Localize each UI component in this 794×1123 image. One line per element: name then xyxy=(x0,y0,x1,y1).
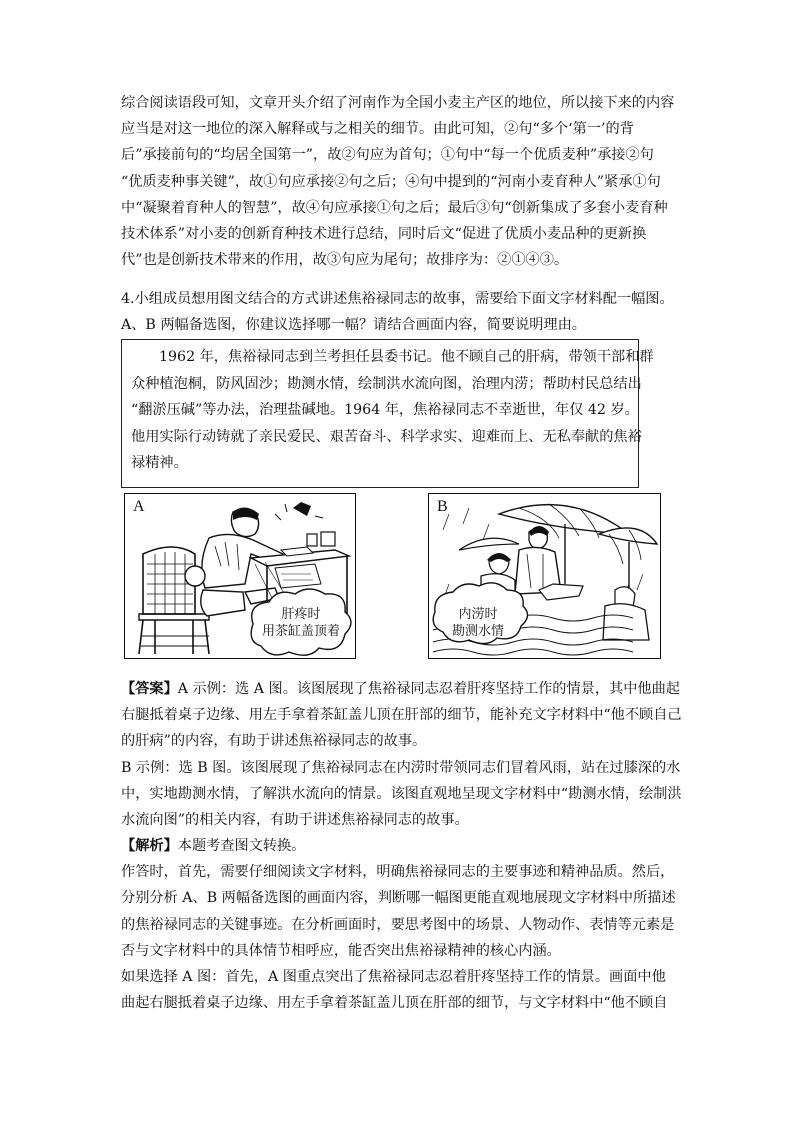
text-line: 曲起右腿抵着桌子边缘、用左手拿着茶缸盖儿顶在肝部的细节，与文字材料中“他不顾自 xyxy=(121,995,668,1012)
answer-text: A 示例：选 A 图。该图展现了焦裕禄同志忍着肝疼坚持工作的情景，其中他曲起 xyxy=(177,681,680,697)
text-line: 禄精神。 xyxy=(131,455,188,471)
text-line: 中，实地勘测水情，了解洪水流向的情景。该图直观地呈现文字材料中“勘测水情，绘制洪 xyxy=(121,785,682,802)
text-line: 后”承接前句的“均居全国第一”，故②句应为首句；①句中“每一个优质麦种”承接②句 xyxy=(121,147,654,164)
figure-b-letter: B xyxy=(437,498,448,515)
figure-a[interactable] xyxy=(124,493,356,659)
analysis-label: 【解析】 xyxy=(121,838,178,854)
text-line: A、B 两幅备选图，你建议选择哪一幅？请结合画面内容，简要说明理由。 xyxy=(121,317,586,334)
text-line: 的肝病”的内容，有助于讲述焦裕禄同志的故事。 xyxy=(121,733,427,750)
intro-paragraph xyxy=(121,90,673,273)
text-line: 如果选择 A 图：首先，A 图重点突出了焦裕禄同志忍着肝疼坚持工作的情景。画面中他 xyxy=(121,969,666,986)
analysis-section xyxy=(121,833,676,1016)
text-line: 中“凝聚着育种人的智慧”，故④句应承接①句之后；最后③句“创新集成了多套小麦育种 xyxy=(121,199,668,216)
text-line: 他用实际行动铸就了亲民爱民、艰苦奋斗、科学求实、迎难而上、无私奉献的焦裕 xyxy=(131,428,642,445)
text-line xyxy=(121,676,680,702)
answer-label: 【答案】 xyxy=(121,681,178,697)
figure-a-caption xyxy=(251,606,351,640)
text-line: 综合阅读语段可知，文章开头介绍了河南作为全国小麦主产区的地位，所以接下来的内容 xyxy=(121,95,675,111)
text-line xyxy=(121,833,673,859)
text-line: 技术体系”对小麦的创新育种技术进行总结，同时后文“促进了优质小麦品种的更新换 xyxy=(121,226,647,243)
text-line: 的焦裕禄同志的关键事迹。在分析画面时，要思考图中的场景、人物动作、表情等元素是 xyxy=(121,916,675,933)
caption-line: 内涝时 xyxy=(458,607,498,622)
text-line: 众种植泡桐，防风固沙；勘测水情，绘制洪水流向图，治理内涝；帮助村民总结出 xyxy=(131,375,642,392)
text-line: 应当是对这一地位的深入解释或与之相关的细节。由此可知，②句“多个‘第一’的背 xyxy=(121,121,634,138)
text-line: 4.小组成员想用图文结合的方式讲述焦裕禄同志的故事，需要给下面文字材料配一幅图。 xyxy=(121,291,674,307)
caption-line: 勘测水情 xyxy=(451,624,504,639)
text-line: “优质麦种事关键”，故①句应承接②句之后；④句中提到的“河南小麦育种人”紧承①句 xyxy=(121,173,661,190)
text-line: 否与文字材料中的具体情节相呼应，能否突出焦裕禄精神的核心内涵。 xyxy=(121,942,561,959)
text-line: 右腿抵着桌子边缘、用左手拿着茶缸盖儿顶在肝部的细节，能补充文字材料中“他不顾自己 xyxy=(121,707,682,724)
text-line: 水流向图”的相关内容，有助于讲述焦裕禄同志的故事。 xyxy=(121,812,469,829)
analysis-text: 本题考查图文转换。 xyxy=(177,838,306,854)
text-line: “翻淤压碱”等办法，治理盐碱地。1964 年，焦裕禄同志不幸逝世，年仅 42 岁。 xyxy=(131,402,639,418)
answer-section xyxy=(121,676,682,833)
text-line: 1962 年，焦裕禄同志到兰考担任县委书记。他不顾自己的肝病，带领干部和群 xyxy=(159,349,654,365)
text-line: 作答时，首先，需要仔细阅读文字材料，明确焦裕禄同志的主要事迹和精神品质。然后， xyxy=(121,864,675,881)
material-text xyxy=(131,344,654,477)
question-4 xyxy=(121,286,673,338)
figure-b-caption xyxy=(431,606,525,640)
text-line: B 示例：选 B 图。该图展现了焦裕禄同志在内涝时带领同志们冒着风雨，站在过膝深的水 xyxy=(121,759,681,776)
caption-line: 用茶缸盖顶着 xyxy=(261,624,340,639)
material-box xyxy=(121,339,654,488)
caption-line: 肝疼时 xyxy=(281,607,321,622)
text-line: 分别分析 A、B 两幅备选图的画面内容，判断哪一幅图更能直观地展现文字材料中所描述 xyxy=(121,890,676,907)
text-line: 代”也是创新技术带来的作用，故③句应为尾句；故排序为：②①④③。 xyxy=(121,252,569,269)
figure-a-letter: A xyxy=(133,498,145,515)
figure-b[interactable] xyxy=(428,493,661,659)
